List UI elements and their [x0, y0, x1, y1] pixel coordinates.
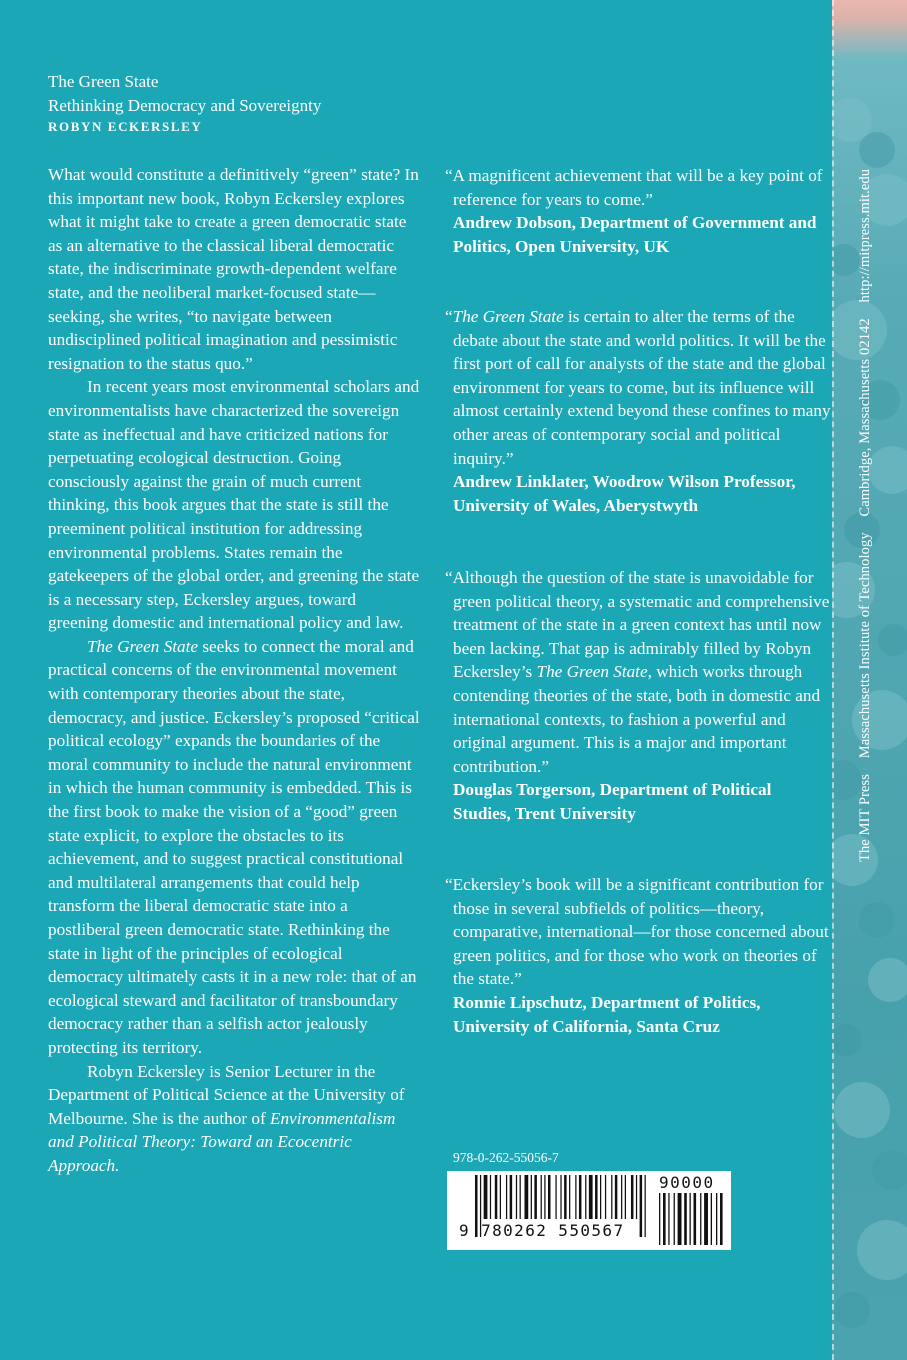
barcode-bar	[575, 1175, 576, 1219]
barcode-addon-bar	[690, 1193, 691, 1245]
barcode-bar	[625, 1175, 626, 1219]
barcode-bar	[495, 1175, 498, 1219]
barcode-addon-bar	[720, 1193, 723, 1245]
barcode-digits: 9 780262 550567	[459, 1221, 625, 1240]
barcode-bar	[631, 1175, 634, 1219]
quote-book-title: The Green State	[452, 307, 564, 326]
quote-attribution: Ronnie Lipschutz, Department of Politics, University of California, Santa Cruz	[453, 992, 761, 1036]
barcode-bar	[534, 1175, 537, 1219]
previous-book-title: Environmentalism and Political Theory: Toward an Ecocentric Approach.	[48, 1108, 396, 1175]
barcode-bar	[585, 1175, 586, 1219]
book-title-italic: The Green State	[87, 636, 199, 656]
barcode-bar	[555, 1175, 556, 1219]
barcode-bar	[531, 1175, 532, 1219]
barcode-bar	[595, 1175, 598, 1219]
quote-body: “Although the question of the state is unavoidable for green political theory, a systematic and comprehensive treatment of the state in a green context has until now been lacking. That gap is admirably filled by Robyn Eckersley’s	[445, 568, 830, 682]
barcode-bar	[645, 1175, 646, 1237]
description-paragraph-2: In recent years most environmental scholars and environmentalists have characterized the sovereign state as ineffectual and have criticized nations for perpetuating ecological destruction. Going consciously against the grain of much current thinking, this book argues that the state is still the preeminent political institution for addressing environmental problems. States remain the gatekeepers of the global order, and greening the state is a necessary step, Eckersley argues, toward greening domestic and international policy and law.	[48, 377, 420, 633]
barcode-bar	[615, 1175, 618, 1219]
barcode-addon-bar	[684, 1193, 687, 1245]
barcode-bar	[636, 1175, 637, 1219]
book-header	[48, 70, 321, 135]
barcode-bar	[500, 1175, 501, 1219]
quote-text: “A magnificent achievement that will be a key point of reference for years to come.”	[445, 166, 823, 209]
book-title: The Green State	[48, 72, 159, 91]
barcode-addon-digits: 90000	[659, 1173, 715, 1192]
isbn-barcode	[447, 1171, 731, 1250]
endorsement-quote	[445, 305, 831, 517]
quote-text	[445, 305, 831, 470]
quote-text: “Eckersley’s book will be a significant contribution for those in several subfields of politics—theory, comparative, international—for those concerned about green politics, and for those who work on theories of the state.”	[445, 875, 829, 989]
barcode-bar	[541, 1175, 542, 1219]
quote-text	[445, 566, 831, 778]
barcode-addon-bar	[716, 1193, 717, 1245]
barcode-bar	[548, 1175, 551, 1219]
publisher-address: Cambridge, Massachusetts 02142	[857, 318, 873, 517]
book-author: ROBYN ECKERSLEY	[48, 119, 203, 134]
endorsement-quote	[445, 873, 831, 1038]
barcode-addon-bar	[663, 1193, 666, 1245]
book-description	[48, 163, 420, 1178]
barcode-bar	[560, 1175, 561, 1219]
isbn-number: 978-0-262-55056-7	[453, 1150, 559, 1165]
institution-name: Massachusetts Institute of Technology	[857, 532, 873, 759]
barcode-bar	[600, 1175, 601, 1219]
quote-book-title: The Green State	[536, 662, 648, 682]
spine-imprint	[857, 157, 874, 862]
endorsement-quote	[445, 566, 831, 826]
endorsement-quote	[445, 164, 831, 258]
quote-attribution: Andrew Dobson, Department of Government and Politics, Open University, UK	[453, 213, 817, 256]
barcode-bar	[520, 1175, 521, 1219]
barcode-bar	[611, 1175, 612, 1219]
barcode-bar	[621, 1175, 622, 1219]
publisher-name: The MIT Press	[857, 773, 873, 862]
quote-attribution: Andrew Linklater, Woodrow Wilson Professor, University of Wales, Aberystwyth	[453, 472, 796, 515]
barcode-addon-bar	[659, 1193, 660, 1245]
barcode-addon-bar	[711, 1193, 712, 1245]
barcode-addon-bar	[700, 1193, 701, 1245]
description-paragraph-1: What would constitute a definitively “green” state? In this important new book, Robyn Eckersley explores what it might take to create a green democratic state as an alternative to the classical liberal democratic state, the indiscriminate growth-dependent welfare state, and the neoliberal market-focused state—seeking, she writes, “to navigate between undisciplined political imagination and pessimistic resignation to the status quo.”	[48, 165, 419, 373]
quote-body-end: , which works through contending theories of the state, both in domestic and international contexts, to fashion a powerful and original argument. This is a major and important contribution.”	[453, 662, 821, 776]
barcode-bar	[589, 1175, 593, 1219]
barcode-addon-bar	[678, 1193, 682, 1245]
quote-body: is certain to alter the terms of the debate about the state and world politics. It will be the first port of call for analysts of the state and the global environment for years to come, but its influence will almost certainly extend beyond these confines to many other areas of contemporary social and political inquiry.”	[453, 307, 831, 468]
barcode-bar	[544, 1175, 545, 1219]
barcode-bar	[484, 1175, 488, 1219]
barcode-bar	[569, 1175, 570, 1219]
paragraph-3-text: seeks to connect the moral and practical concerns of the environmental movement with contemporary theories about the state, democracy, and justice. Eckersley’s proposed “critical political ecology” expands the boundaries of the moral community to include the natural environment in which the human community is embedded. This is the first book to make the vision of a “good” green state explicit, to explore the obstacles to its achievement, and to suggest practical constitutional and multilateral arrangements that could help transform the liberal democratic state into a postliberal green democratic state. Rethinking the state in light of the principles of ecological democracy ultimately casts it in a new role: that of an ecological steward and facilitator of transboundary democracy rather than a selfish actor jealously protecting its territory.	[48, 636, 420, 1057]
barcode-bar	[525, 1175, 529, 1219]
barcode-bar	[579, 1175, 582, 1219]
quote-attribution: Douglas Torgerson, Department of Political Studies, Trent University	[453, 780, 772, 823]
barcode-bar	[506, 1175, 507, 1219]
barcode-addon-bar	[668, 1193, 669, 1245]
barcode-bar	[510, 1175, 513, 1219]
barcode-bar	[564, 1175, 567, 1219]
barcode-bar	[490, 1175, 491, 1219]
description-paragraph-3	[48, 635, 420, 1060]
barcode-bar	[516, 1175, 517, 1219]
barcode-bar	[640, 1175, 643, 1237]
quote-open-mark: “	[445, 307, 453, 326]
author-bio	[48, 1060, 420, 1178]
author-bio-text: Robyn Eckersley is Senior Lecturer in the Department of Political Science at the University of Melbourne. She is the author of	[48, 1061, 405, 1128]
barcode-addon-bar	[704, 1193, 708, 1245]
publisher-url: http://mitpress.mit.edu	[857, 168, 873, 303]
spine-fold-line	[832, 0, 836, 1360]
book-subtitle: Rethinking Democracy and Sovereignty	[48, 96, 322, 115]
barcode-bar	[605, 1175, 606, 1219]
barcode-addon-bar	[694, 1193, 697, 1245]
barcode-addon-bar	[674, 1193, 675, 1245]
